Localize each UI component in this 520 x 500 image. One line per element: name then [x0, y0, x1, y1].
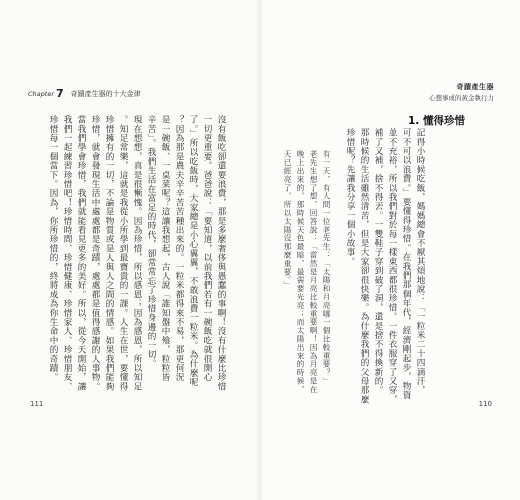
- body-column: 珍惜擁有的一切，不論是物質或是人與人之間的情感。如果我們能夠: [104, 115, 114, 391]
- body-column: 補了又補，捨不得丟。一雙鞋子穿到破了洞，還是捨不得換新的。: [373, 128, 383, 395]
- book-gutter: [256, 0, 264, 500]
- body-column: 辛苦」。我們生活在富足的時代，卻常常忘了珍惜身邊的一切。: [146, 115, 156, 369]
- quote-column: 晚上出來的，那時候天色最暗，最需要光亮；而太陽出來的時候，: [296, 150, 305, 394]
- chapter-number: 7: [56, 87, 64, 100]
- body-column: ？因為那是農夫辛辛苦苦種出來的。一粒米都得來不易，那更何況: [174, 115, 184, 382]
- body-column: 現在想想，真是很慚愧。因為珍惜，所以感恩；因為感恩，所以知足: [132, 115, 142, 391]
- body-column: 一切更重要。爸爸說：「要知道，以前我們若有一碗飯吃就很開心: [202, 115, 212, 382]
- body-column: 。知足常樂，這就是我從小所學到最寶貴的一課。人生在世，要懂得: [118, 115, 128, 391]
- body-column: 可不可以浪費。」要懂得珍惜。在我們那個年代，經濟剛起步，物資: [401, 128, 411, 400]
- section-title: 1. 懂得珍惜: [408, 115, 465, 127]
- running-title-right: 奇蹟產生器: [456, 83, 494, 91]
- quote-column: 有一天，有人問一位老先生：「太陽和月亮哪一個比較重要？」: [322, 150, 331, 386]
- page-number-right: 110: [478, 400, 492, 408]
- body-column: 是一碗飯、一桌菜呢？這讓我想起，古人說「誰知盤中飧，粒粒皆: [160, 115, 170, 382]
- right-page-header: [429, 82, 494, 102]
- page-number-left: 111: [30, 400, 44, 408]
- body-column: 了。」所以吃飯時，大家總是小心翼翼，不敢浪費一粒米。為什麼呢: [188, 115, 198, 387]
- quote-column: 老先生想了想，回答說：「當然是月亮比較重要啊！因為月亮是在: [309, 150, 318, 394]
- running-title-left: 奇蹟產生器的十大金律: [70, 89, 141, 98]
- quote-column: 天已經亮了，所以太陽沒那麼重要。」: [283, 150, 292, 289]
- left-page-header: [28, 88, 141, 99]
- chapter-label: Chapter: [28, 89, 54, 98]
- body-column: 珍惜，就會發現生活中處處都是奇蹟，處處都是值得感謝的人事物。: [90, 115, 100, 391]
- body-column: 沒有飯吃卻還要浪費，那是多麼奢侈與愚蠢的事啊！沒有什麼比珍惜: [216, 115, 226, 391]
- chapter-marker: [28, 88, 64, 99]
- running-subtitle-right: 心想事成的黃金執行力: [429, 94, 494, 102]
- body-column: 我們一起練習珍惜吧！珍惜時間、珍惜健康、珍惜家人、珍惜朋友、: [62, 115, 72, 391]
- body-column: 珍惜呢？先讓我分享一個小故事。: [345, 128, 355, 266]
- body-column: 記得小時候吃飯，媽媽總會不厭其煩地說：「一粒米二十四滴汗，: [415, 128, 425, 395]
- body-column: 並不充裕，所以我們對於每一樣東西都很珍惜。一件衣服穿了又穿，: [387, 128, 397, 404]
- body-column: 當我們學會珍惜，我們就能看見更多的美好。所以，從今天開始，讓: [76, 115, 86, 391]
- body-column: 那時候的生活雖然清苦，但是大家卻很快樂。為什麼我們的父母那麼: [359, 128, 369, 404]
- body-column: 珍惜每一個當下。因為，你所珍惜的，終將成為你生命中的奇蹟。: [48, 115, 58, 382]
